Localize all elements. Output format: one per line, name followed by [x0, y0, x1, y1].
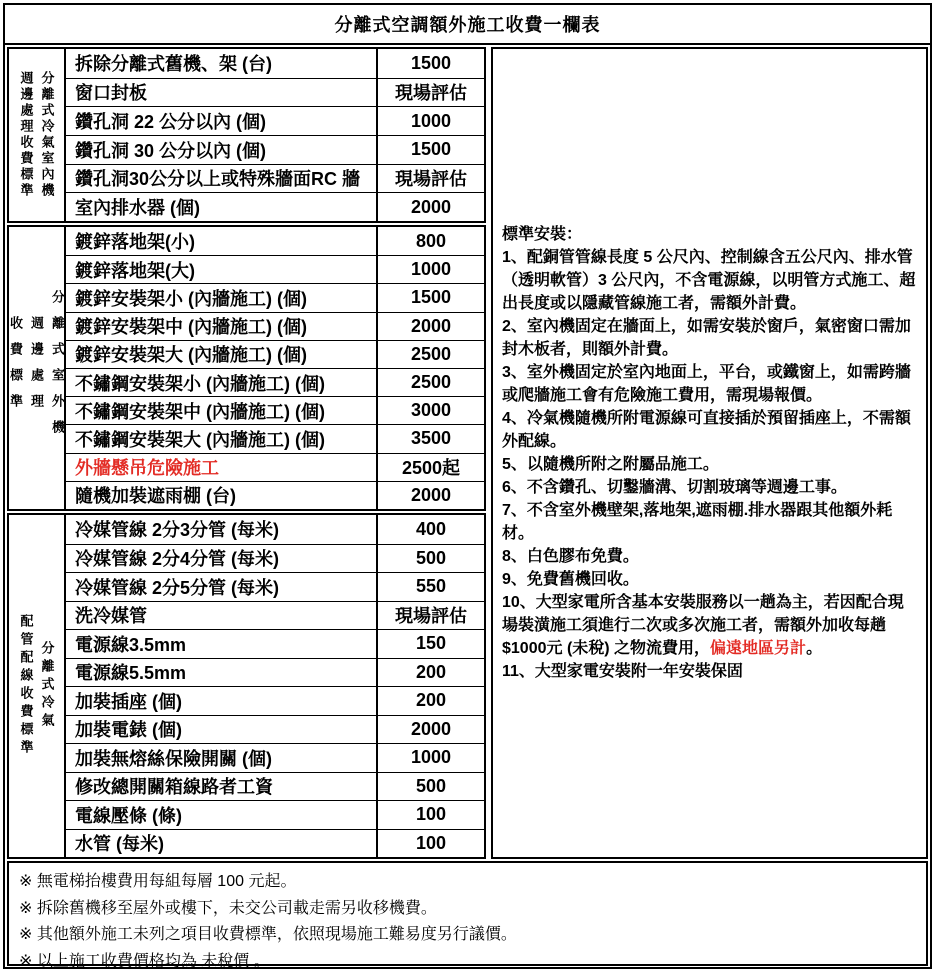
fee-row: [66, 135, 484, 164]
footnote-line: ※ 以上施工收費價格均為 未稅價 。: [19, 952, 270, 970]
fee-row: [66, 829, 484, 858]
fee-price: 100: [376, 830, 484, 858]
section-label-col: 週邊處理: [29, 316, 44, 420]
fee-price: 200: [376, 659, 484, 687]
fee-price: 2000: [376, 313, 484, 340]
fee-row: [66, 49, 484, 78]
note-line-10-text: 10、大型家電所含基本安裝服務以一趟為主，若因配合現場裝潢施工須進行二次或多次施工者，需額外加收每趟 $1000元 (未稅) 之物流費用，: [502, 594, 904, 657]
fee-row: [66, 106, 484, 135]
fee-price: 1500: [376, 284, 484, 311]
fee-item-label: 鑽孔洞30公分以上或特殊牆面RC 牆: [75, 169, 361, 190]
fee-row: [66, 424, 484, 452]
fee-item-label: 水管 (每米): [75, 834, 164, 855]
fee-row: [66, 544, 484, 573]
fee-price: 1000: [376, 744, 484, 772]
fee-row: [66, 686, 484, 715]
fee-price: 1500: [376, 49, 484, 78]
section-label-col: 配管配線收費標準: [18, 614, 34, 758]
footnotes-panel: [7, 861, 928, 970]
fee-rows: [66, 227, 484, 509]
section-label-indoor: [9, 49, 66, 221]
note-line-4: 4、冷氣機隨機所附電源線可直接插於預留插座上，不需額外配線。: [502, 410, 911, 450]
fee-price: 1000: [376, 107, 484, 135]
fee-item-label: 不鏽鋼安裝架小 (內牆施工) (個): [75, 373, 325, 394]
section-label-col: 分離式冷氣: [39, 641, 55, 731]
fee-item-label: 鍍鋅安裝架大 (內牆施工) (個): [75, 345, 307, 366]
fee-item-label: 電線壓條 (條): [75, 805, 182, 826]
fee-price: 100: [376, 801, 484, 829]
fee-price: 500: [376, 545, 484, 573]
fee-price: 550: [376, 573, 484, 601]
note-line-2: 2、室內機固定在牆面上，如需安裝於窗戶，氣密窗口需加封木板者，則額外計費。: [502, 318, 911, 358]
fee-price: 1000: [376, 256, 484, 283]
section-piping-wiring: [7, 513, 486, 859]
fee-price: 800: [376, 227, 484, 255]
fee-price: 現場評估: [376, 79, 484, 107]
fee-item-label: 鑽孔洞 22 公分以內 (個): [75, 112, 267, 133]
fee-row: [66, 515, 484, 544]
fee-item-label: 鍍鋅安裝架小 (內牆施工) (個): [75, 288, 307, 309]
fee-item-label: 鍍鋅安裝架中 (內牆施工) (個): [75, 317, 307, 338]
fee-price: 2000: [376, 716, 484, 744]
section-label-outdoor: [9, 227, 66, 509]
fee-price: 1500: [376, 136, 484, 164]
fee-rows: [66, 49, 484, 221]
footnote-line: ※ 無電梯抬樓費用每組每層 100 元起。: [19, 873, 297, 890]
fee-row: [66, 772, 484, 801]
fee-row: [66, 658, 484, 687]
fee-item-label: 鑽孔洞 30 公分以內 (個): [75, 140, 267, 161]
fee-row: [66, 572, 484, 601]
note-line-11: 11、大型家電安裝附一年安裝保固: [502, 663, 743, 680]
note-line-9: 9、免費舊機回收。: [502, 571, 639, 588]
fee-item-label: 加裝無熔絲保險開關 (個): [75, 748, 272, 769]
note-line-6: 6、不含鑽孔、切鑿牆溝、切割玻璃等週邊工事。: [502, 479, 847, 496]
fee-row: [66, 715, 484, 744]
fee-price: 2000: [376, 482, 484, 509]
note-line-10-remote-area-highlight: 偏遠地區另計: [710, 640, 807, 657]
fee-price: 200: [376, 687, 484, 715]
page-title: 分離式空調額外施工收費一欄表: [5, 5, 930, 45]
fee-item-label: 電源線5.5mm: [75, 663, 187, 684]
fee-item-label: 隨機加裝遮雨棚 (台): [75, 486, 236, 507]
footnote-line: ※ 拆除舊機移至屋外或樓下，未交公司載走需另收移機費。: [19, 899, 437, 917]
section-indoor-unit: [7, 47, 486, 223]
fee-row: [66, 743, 484, 772]
fee-price: 2500: [376, 369, 484, 396]
fee-row: [66, 481, 484, 509]
note-line-1: 1、配銅管管線長度 5 公尺內、控制線含五公尺內、排水管（透明軟管）3 公尺內，不含電源線，以明管方式施工、超出長度或以隱藏管線施工者，需額外計費。: [502, 249, 916, 312]
fee-item-label: 鍍鋅落地架(小): [75, 232, 195, 253]
fee-item-label: 窗口封板: [75, 83, 147, 104]
fee-row: [66, 227, 484, 255]
fee-item-label: 洗冷媒管: [75, 606, 147, 627]
fee-row: [66, 368, 484, 396]
fee-row: [66, 601, 484, 630]
standard-installation-notes-panel: [491, 47, 928, 859]
fee-row-danger-work: [66, 453, 484, 481]
fee-row: [66, 340, 484, 368]
fee-price: 現場評估: [376, 602, 484, 630]
section-label-piping: [9, 515, 66, 857]
fee-item-label: 冷媒管線 2分3分管 (每米): [75, 520, 280, 541]
fee-rows: [66, 515, 484, 857]
fee-price: 150: [376, 630, 484, 658]
section-label-col: 收費標準: [8, 316, 23, 420]
note-line-3: 3、室外機固定於室內地面上，平台，或鐵窗上，如需跨牆或爬牆施工會有危險施工費用，需現場報價。: [502, 364, 911, 404]
fee-row: [66, 192, 484, 221]
fee-row: [66, 164, 484, 193]
notes-heading: 標準安裝：: [502, 226, 583, 243]
fee-row: [66, 78, 484, 107]
fee-item-label: 電源線3.5mm: [75, 634, 187, 655]
fee-item-label: 修改總開關箱線路者工資: [75, 777, 273, 798]
fee-item-label: 冷媒管線 2分4分管 (每米): [75, 549, 280, 570]
fee-item-label: 拆除分離式舊機、架 (台): [75, 54, 272, 75]
fee-item-label: 加裝插座 (個): [75, 691, 182, 712]
section-label-col: 週邊處理收費標準: [18, 71, 34, 199]
note-line-8: 8、白色膠布免費。: [502, 548, 639, 565]
fee-price: 現場評估: [376, 165, 484, 193]
note-line-5: 5、以隨機所附之附屬品施工。: [502, 456, 719, 473]
fee-item-label: 加裝電錶 (個): [75, 720, 182, 741]
fee-price: 3000: [376, 397, 484, 424]
fee-item-label: 室內排水器 (個): [75, 198, 200, 219]
note-line-10: [502, 591, 918, 660]
fee-item-label: 不鏽鋼安裝架中 (內牆施工) (個): [75, 401, 325, 422]
fee-row: [66, 283, 484, 311]
fee-price: 2500起: [376, 454, 484, 481]
fee-row: [66, 396, 484, 424]
fee-item-label: 冷媒管線 2分5分管 (每米): [75, 577, 280, 598]
fee-row: [66, 312, 484, 340]
fee-price: 400: [376, 515, 484, 544]
section-label-col: 分離式冷氣室內機: [39, 71, 55, 199]
fee-row: [66, 629, 484, 658]
section-label-col: 分離式室外機: [50, 290, 65, 446]
fee-price: 2000: [376, 193, 484, 221]
fee-price: 2500: [376, 341, 484, 368]
section-outdoor-unit: [7, 225, 486, 511]
note-line-7: 7、不含室外機壁架,落地架,遮雨棚.排水器跟其他額外耗材。: [502, 502, 893, 542]
fee-item-label: 鍍鋅落地架(大): [75, 260, 195, 281]
note-line-10-period: 。: [806, 640, 823, 657]
fee-row: [66, 800, 484, 829]
fee-row: [66, 255, 484, 283]
fee-price: 500: [376, 773, 484, 801]
fee-item-label-danger: 外牆懸吊危險施工: [75, 458, 219, 479]
footnote-line: ※ 其他額外施工未列之項目收費標準，依照現場施工難易度另行議價。: [19, 926, 517, 943]
fee-price: 3500: [376, 425, 484, 452]
fee-item-label: 不鏽鋼安裝架大 (內牆施工) (個): [75, 429, 325, 450]
